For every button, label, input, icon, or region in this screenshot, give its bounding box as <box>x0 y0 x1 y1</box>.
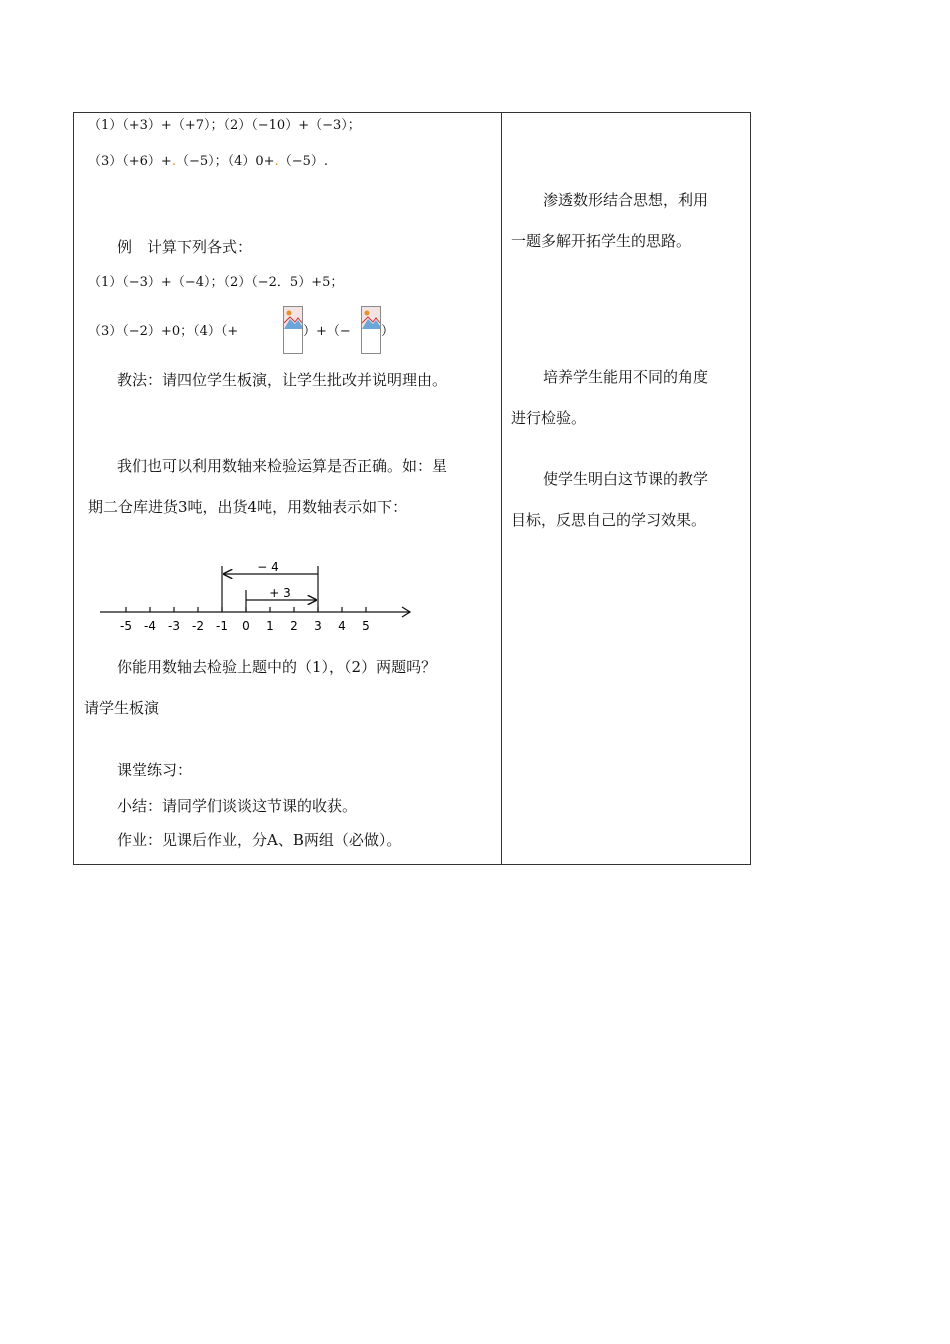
axis-tick-label: 0 <box>242 619 250 633</box>
plus-three-label: + 3 <box>269 586 291 600</box>
example-line-2c: ） <box>381 324 395 339</box>
note-2-line-2: 进行检验。 <box>511 409 587 427</box>
example-line-1: （1）（−3）+（−4）；（2）（−2．5）+5； <box>88 275 344 290</box>
orange-dot-mark: . <box>171 154 176 169</box>
exercise-line-2-part-b: （−5）；（4）0+ <box>175 154 275 169</box>
broken-image-icon <box>283 306 303 354</box>
note-3-line-2: 目标，反思自己的学习效果。 <box>511 511 707 529</box>
axis-tick-label: 5 <box>362 619 370 633</box>
axis-tick-label: 2 <box>290 619 298 633</box>
axis-tick-label: -1 <box>216 619 228 633</box>
broken-image-icon <box>361 306 381 354</box>
note-2-line-1: 培养学生能用不同的角度 <box>543 368 709 386</box>
number-line-intro-1: 我们也可以利用数轴来检验运算是否正确。如：星 <box>117 457 448 475</box>
example-line-2a: （3）（−2）+0；（4）（+ <box>88 324 239 339</box>
orange-dot-mark: . <box>274 154 279 169</box>
example-title: 例 计算下列各式： <box>117 238 253 256</box>
number-line-diagram <box>90 556 420 636</box>
exercise-line-1: （1）（+3）+（+7）；（2）（−10）+（−3）； <box>88 118 361 133</box>
minus-four-label: − 4 <box>257 560 279 574</box>
homework-line: 作业：见课后作业，分A、B两组（必做）。 <box>117 831 402 849</box>
note-1-line-2: 一题多解开拓学生的思路。 <box>511 232 692 250</box>
exercise-line-2-part-a: （3）（+6）+ <box>88 154 172 169</box>
axis-tick-label: 4 <box>338 619 346 633</box>
axis-tick-label: -3 <box>168 619 180 633</box>
axis-ticks <box>120 607 370 633</box>
summary-line: 小结：请同学们谈谈这节课的收获。 <box>117 797 358 815</box>
teaching-method: 教法：请四位学生板演，让学生批改并说明理由。 <box>117 371 448 389</box>
axis-tick-label: 1 <box>266 619 274 633</box>
exercise-line-2 <box>88 152 328 172</box>
example-line-2b: ）+（− <box>303 324 351 339</box>
axis-tick-label: -5 <box>120 619 132 633</box>
question-line-1: 你能用数轴去检验上题中的（1），（2）两题吗？ <box>117 658 437 676</box>
practice-label: 课堂练习： <box>117 761 193 779</box>
axis-tick-label: -2 <box>192 619 204 633</box>
question-line-2: 请学生板演 <box>84 699 160 717</box>
column-divider <box>501 113 502 864</box>
note-1-line-1: 渗透数形结合思想，利用 <box>543 191 709 209</box>
note-3-line-1: 使学生明白这节课的教学 <box>543 470 709 488</box>
axis-tick-label: 3 <box>314 619 322 633</box>
exercise-line-2-part-c: （−5）. <box>278 154 329 169</box>
axis-tick-label: -4 <box>144 619 156 633</box>
number-line-intro-2: 期二仓库进货3吨，出货4吨，用数轴表示如下： <box>88 498 408 516</box>
